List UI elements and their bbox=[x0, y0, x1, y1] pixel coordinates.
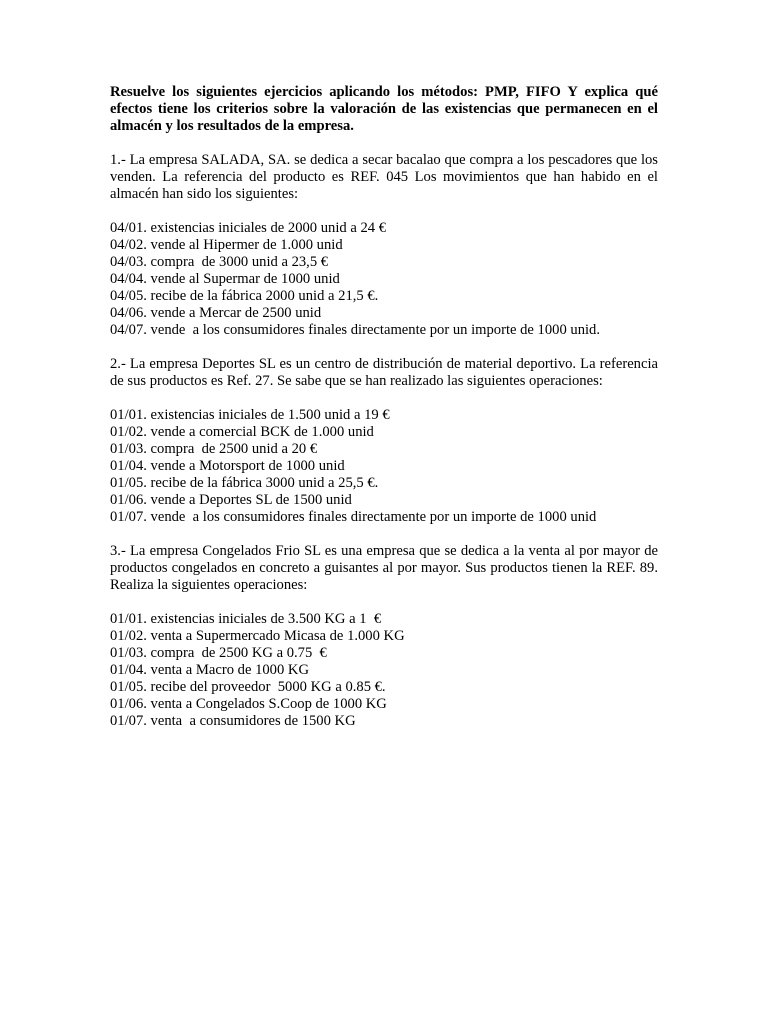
operation-line: 01/02. vende a comercial BCK de 1.000 unid bbox=[110, 424, 374, 440]
operation-line: 04/07. vende a los consumidores finales directamente por un importe de 1000 unid. bbox=[110, 322, 600, 338]
operation-line: 01/04. vende a Motorsport de 1000 unid bbox=[110, 458, 345, 474]
operation-line: 01/01. existencias iniciales de 1.500 unid a 19 € bbox=[110, 407, 390, 423]
operation-line: 01/02. venta a Supermercado Micasa de 1.000 KG bbox=[110, 628, 405, 644]
operation-line: 01/03. compra de 2500 KG a 0.75 € bbox=[110, 645, 327, 661]
operation-line: 04/03. compra de 3000 unid a 23,5 € bbox=[110, 254, 329, 270]
operation-line: 04/01. existencias iniciales de 2000 unid a 24 € bbox=[110, 220, 387, 236]
operation-line: 04/05. recibe de la fábrica 2000 unid a 21,5 €. bbox=[110, 288, 379, 304]
exercise-2-operations bbox=[110, 407, 658, 526]
exercise-3 bbox=[110, 543, 658, 730]
exercise-1-statement: 1.- La empresa SALADA, SA. se dedica a secar bacalao que compra a los pescadores que los venden. La referencia del producto es REF. 045 Los movimientos que han habido en el almacén han sido los siguientes: bbox=[110, 152, 658, 202]
operation-line: 01/07. venta a consumidores de 1500 KG bbox=[110, 713, 356, 729]
operation-line: 01/06. vende a Deportes SL de 1500 unid bbox=[110, 492, 352, 508]
operation-line: 04/04. vende al Supermar de 1000 unid bbox=[110, 271, 340, 287]
operation-line: 01/05. recibe del proveedor 5000 KG a 0.85 €. bbox=[110, 679, 386, 695]
instructions-heading: Resuelve los siguientes ejercicios aplicando los métodos: PMP, FIFO Y explica qué efectos tiene los criterios sobre la valoración de las existencias que permanecen en el almacén y los resultados de la empresa. bbox=[110, 84, 658, 134]
exercise-1-operations bbox=[110, 220, 658, 339]
operation-line: 01/03. compra de 2500 unid a 20 € bbox=[110, 441, 318, 457]
exercise-2 bbox=[110, 356, 658, 526]
operation-line: 04/06. vende a Mercar de 2500 unid bbox=[110, 305, 322, 321]
operation-line: 01/05. recibe de la fábrica 3000 unid a 25,5 €. bbox=[110, 475, 379, 491]
exercise-1 bbox=[110, 152, 658, 339]
document-page bbox=[110, 84, 658, 747]
exercise-2-statement: 2.- La empresa Deportes SL es un centro de distribución de material deportivo. La referencia de sus productos es Ref. 27. Se sabe que se han realizado las siguientes operaciones: bbox=[110, 356, 658, 389]
operation-line: 01/04. venta a Macro de 1000 KG bbox=[110, 662, 309, 678]
exercise-3-statement: 3.- La empresa Congelados Frio SL es una empresa que se dedica a la venta al por mayor de productos congelados en concreto a guisantes al por mayor. Sus productos tienen la REF. 89. Realiza la siguientes operaciones: bbox=[110, 543, 658, 593]
operation-line: 01/01. existencias iniciales de 3.500 KG a 1 € bbox=[110, 611, 382, 627]
operation-line: 04/02. vende al Hipermer de 1.000 unid bbox=[110, 237, 343, 253]
operation-line: 01/07. vende a los consumidores finales directamente por un importe de 1000 unid bbox=[110, 509, 597, 525]
operation-line: 01/06. venta a Congelados S.Coop de 1000 KG bbox=[110, 696, 387, 712]
exercise-3-operations bbox=[110, 611, 658, 730]
